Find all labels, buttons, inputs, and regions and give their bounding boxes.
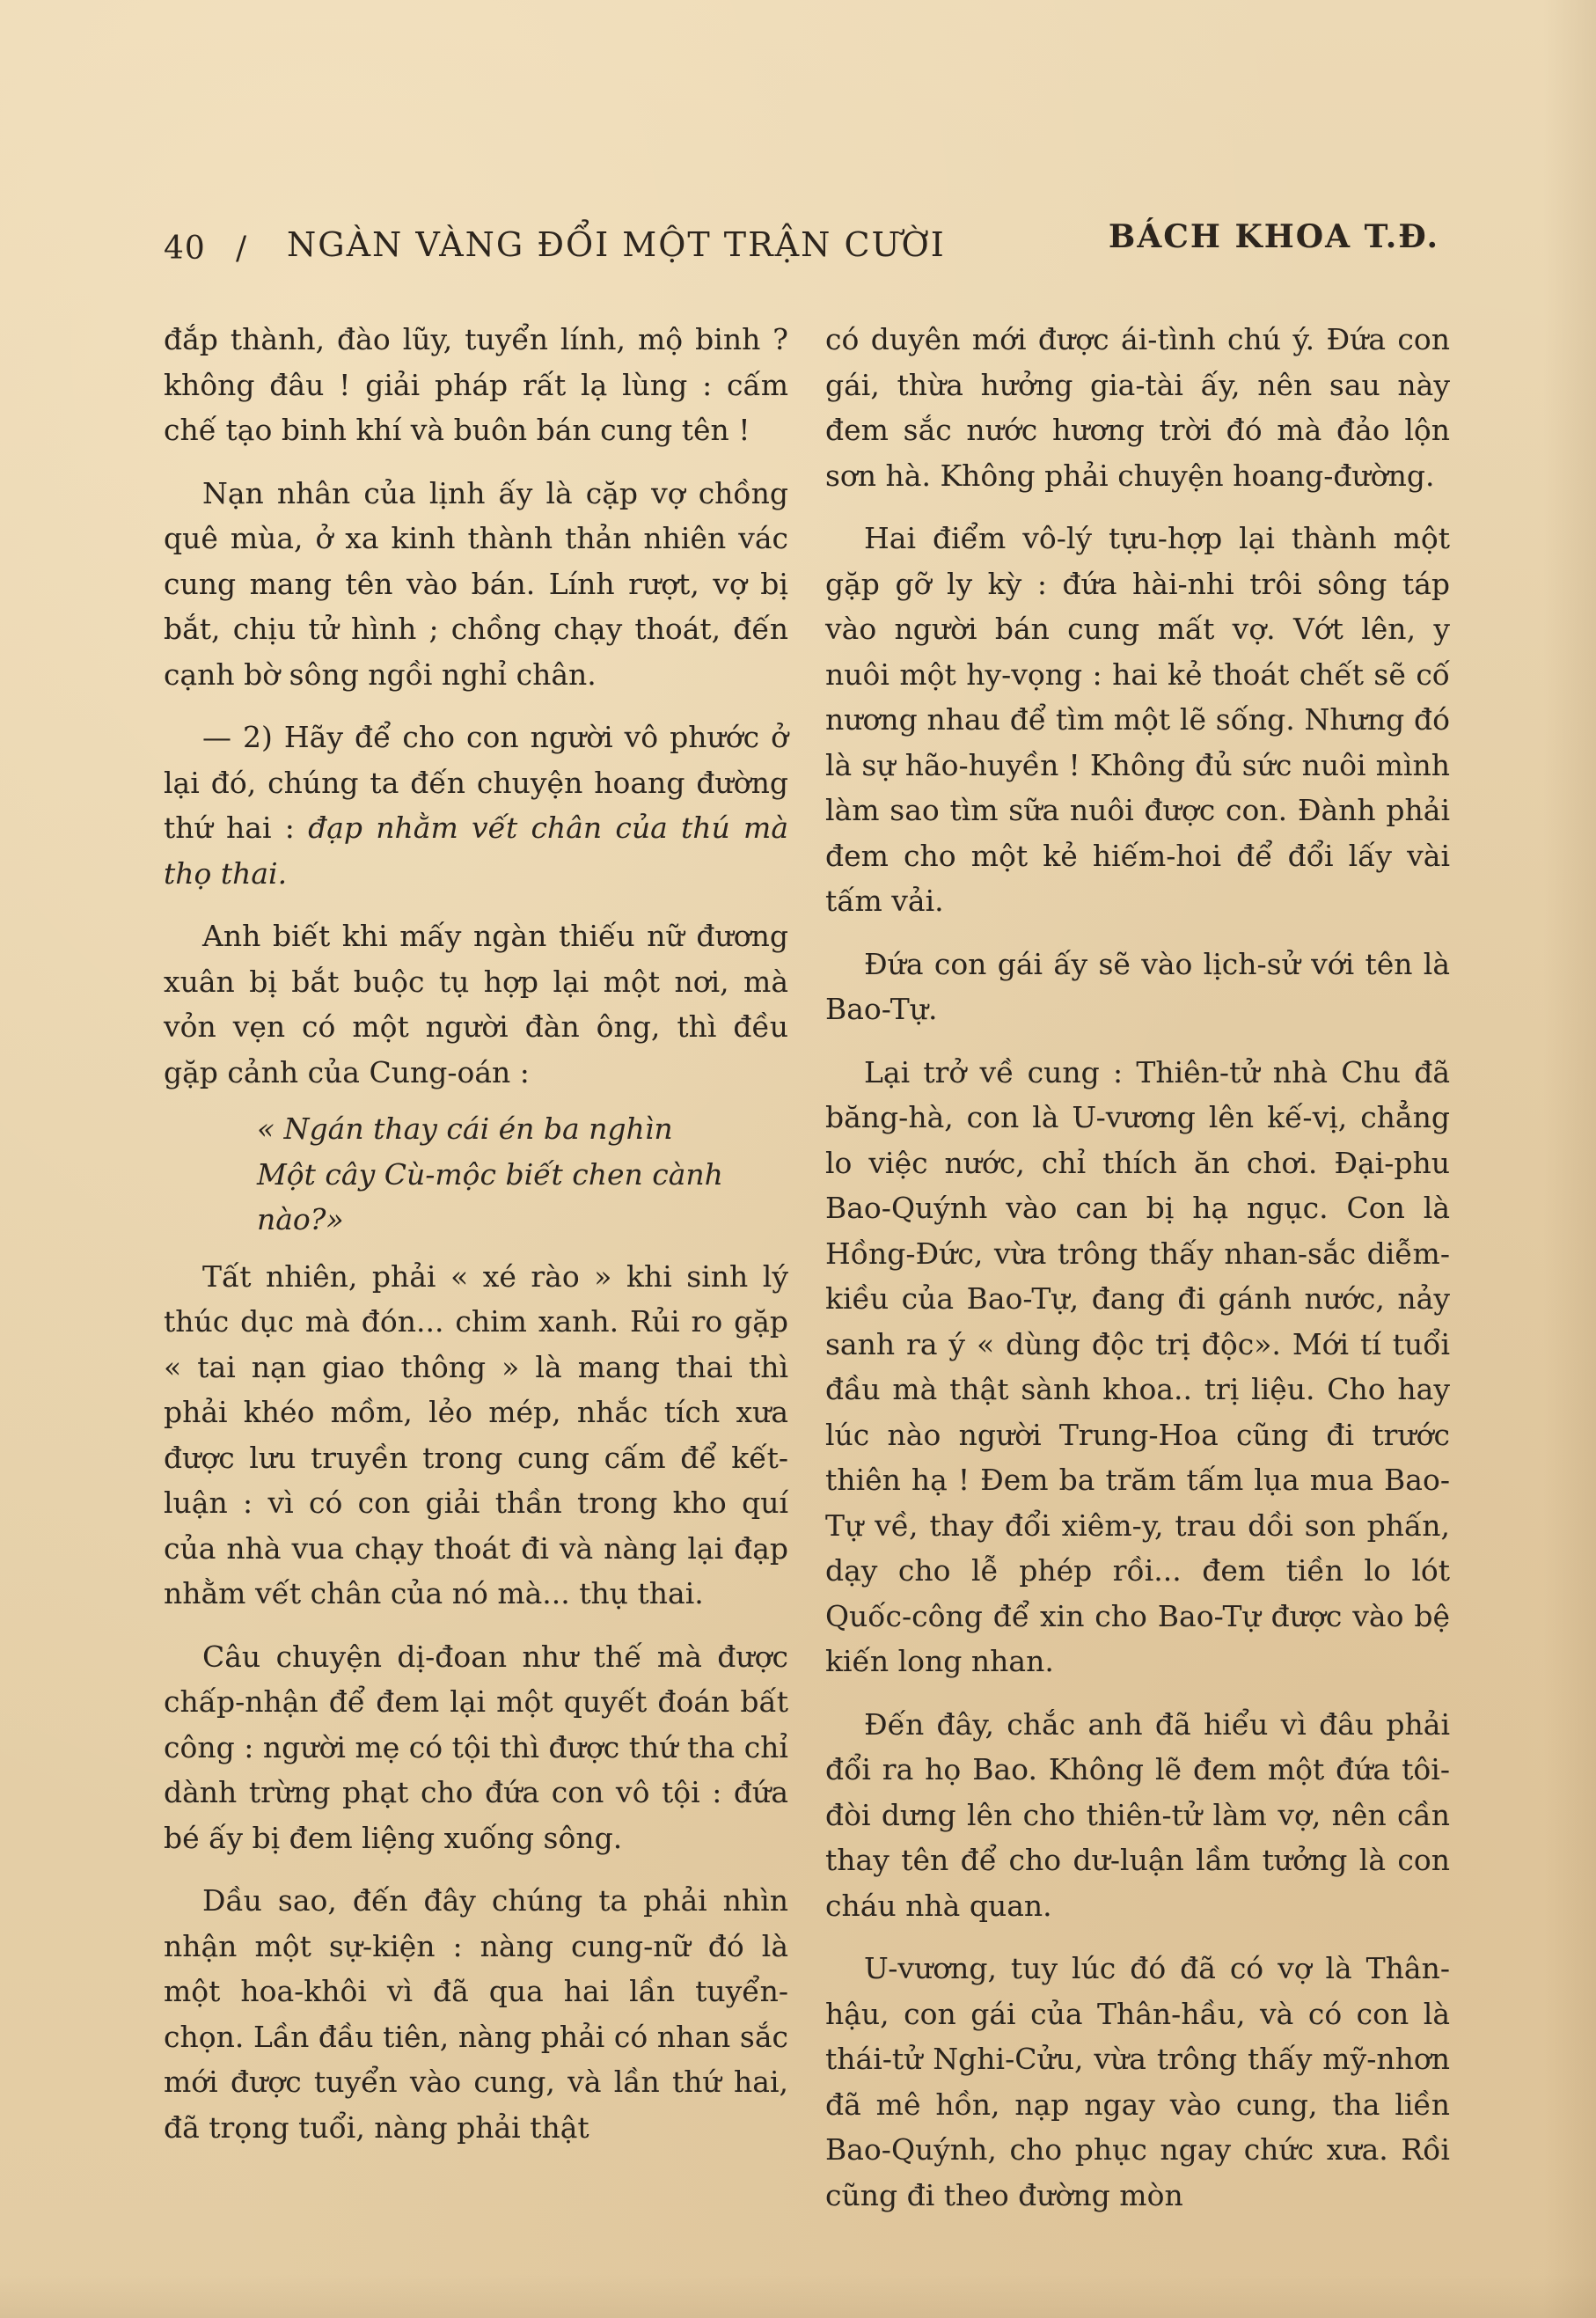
page-edge-shadow xyxy=(1543,0,1596,2318)
verse-line: Một cây Cù-mộc biết chen cành nào?» xyxy=(257,1156,723,1236)
paragraph: Lại trở về cung : Thiên-tử nhà Chu đã băng-hà, con là U-vương lên kế-vị, chẳng lo việc nước, chỉ thích ăn chơi. Đại-phu Bao-Quýnh vào can bị hạ ngục. Con là Hồng-Đức, vừa trông thấy nhan-sắc diễm-kiều của Bao-Tự, đang đi gánh nước, nảy sanh ra ý « dùng độc trị độc». Mới tí tuổi đầu mà thật sành khoa.. trị liệu. Cho hay lúc nào người Trung-Hoa cũng đi trước thiên hạ ! Đem ba trăm tấm lụa mua Bao-Tự về, thay đổi xiêm-y, trau dồi son phấn, dạy cho lễ phép rồi... đem tiền lo lót Quốc-công để xin cho Bao-Tự được vào bệ kiến long nhan. xyxy=(825,1054,1450,1678)
page-number: 40 xyxy=(164,231,206,267)
right-column xyxy=(825,317,1450,2229)
paragraph: Hai điểm vô-lý tựu-hợp lại thành một gặp gỡ ly kỳ : đứa hài-nhi trôi sông táp vào người bán cung mất vợ. Vớt lên, y nuôi một hy-vọng : hai kẻ thoát chết sẽ cố nương nhau để tìm một lẽ sống. Nhưng đó là sự hão-huyền ! Không đủ sức nuôi mình làm sao tìm sữa nuôi được con. Đành phải đem cho một kẻ hiếm-hoi để đổi lấy vài tấm vải. xyxy=(825,521,1450,918)
paragraph: đắp thành, đào lũy, tuyển lính, mộ binh ? không đâu ! giải pháp rất lạ lùng : cấm chế tạo binh khí và buôn bán cung tên ! xyxy=(164,322,788,447)
left-column xyxy=(164,317,788,2161)
paragraph: Câu chuyện dị-đoan như thế mà được chấp-nhận để đem lại một quyết đoán bất công : người mẹ có tội thì được thứ tha chỉ dành trừng phạt cho đứa con vô tội : đứa bé ấy bị đem liệng xuống sông. xyxy=(164,1639,788,1855)
paragraph-lead: — 2) Hãy để cho con người vô phước ở lại đó, chúng ta đến chuyện hoang đường thứ hai : xyxy=(164,720,788,845)
paragraph: Nạn nhân của lịnh ấy là cặp vợ chồng quê mùa, ở xa kinh thành thản nhiên vác cung mang tên vào bán. Lính rượt, vợ bị bắt, chịu tử hình ; chồng chạy thoát, đến cạnh bờ sông ngồi nghỉ chân. xyxy=(164,475,788,692)
paragraph: có duyên mới được ái-tình chú ý. Đứa con gái, thừa hưởng gia-tài ấy, nên sau này đem sắc nước hương trời đó mà đảo lộn sơn hà. Không phải chuyện hoang-đường. xyxy=(825,322,1450,493)
running-title: NGÀN VÀNG ĐỔI MỘT TRẬN CƯỜI xyxy=(287,225,946,264)
paragraph: Anh biết khi mấy ngàn thiếu nữ đương xuân bị bắt buộc tụ hợp lại một nơi, mà vỏn vẹn có một người đàn ông, thì đều gặp cảnh của Cung-oán : xyxy=(164,919,788,1089)
verse-line: « Ngán thay cái én ba nghìn xyxy=(257,1111,673,1146)
verse-quote xyxy=(164,1106,788,1243)
paragraph: Dầu sao, đến đây chúng ta phải nhìn nhận một sự-kiện : nàng cung-nữ đó là một hoa-khôi vì đã qua hai lần tuyển-chọn. Lần đầu tiên, nàng phải có nhan sắc mới được tuyển vào cung, và lần thứ hai, đã trọng tuổi, nàng phải thật xyxy=(164,1883,788,2145)
paragraph: Tất nhiên, phải « xé rào » khi sinh lý thúc dục mà đón... chim xanh. Rủi ro gặp « tai nạn giao thông » là mang thai thì phải khéo mồm, lẻo mép, nhắc tích xưa được lưu truyền trong cung cấm để kết-luận : vì có con giải thần trong kho quí của nhà vua chạy thoát đi và nàng lại đạp nhằm vết chân của nó mà... thụ thai. xyxy=(164,1258,788,1610)
paragraph: Đến đây, chắc anh đã hiểu vì đâu phải đổi ra họ Bao. Không lẽ đem một đứa tôi-đòi dưng lên cho thiên-tử làm vợ, nên cần thay tên để cho dư-luận lầm tưởng là con cháu nhà quan. xyxy=(825,1706,1450,1923)
page-header xyxy=(164,218,1439,271)
paragraph-italic: đạp nhằm vết chân của thú mà thọ thai. xyxy=(164,811,788,891)
running-author: BÁCH KHOA T.Đ. xyxy=(1108,218,1439,255)
paragraph: U-vương, tuy lúc đó đã có vợ là Thân-hậu, con gái của Thân-hầu, và có con là thái-tử Nghi-Cửu, vừa trông thấy mỹ-nhơn đã mê hồn, nạp ngay vào cung, tha liền Bao-Quýnh, cho phục ngay chức xưa. Rồi cũng đi theo đường mòn xyxy=(825,1951,1450,2212)
paragraph xyxy=(164,715,788,896)
paragraph: Đứa con gái ấy sẽ vào lịch-sử với tên là Bao-Tự. xyxy=(825,946,1450,1026)
header-separator: / xyxy=(236,231,248,267)
page-bottom-shadow xyxy=(0,2274,1596,2318)
